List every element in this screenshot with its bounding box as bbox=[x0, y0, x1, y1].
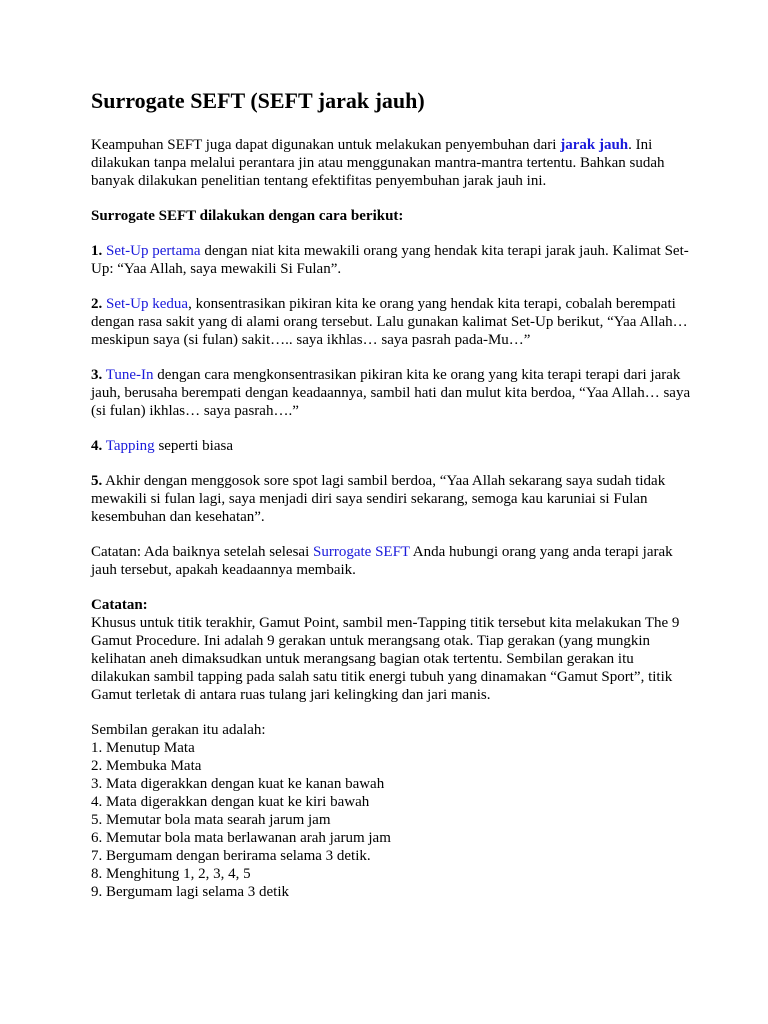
step-number: 1. bbox=[91, 243, 103, 259]
list-item: 6. Memutar bola mata berlawanan arah jarum jam bbox=[91, 830, 391, 846]
page-title: Surrogate SEFT (SEFT jarak jauh) bbox=[91, 88, 425, 113]
list-item: 5. Memutar bola mata searah jarum jam bbox=[91, 812, 331, 828]
note-text-after: Anda hubungi orang yang anda terapi jarak jauh tersebut, apakah keadaannya membaik. bbox=[91, 544, 673, 578]
step-number: 5. bbox=[91, 473, 103, 489]
list-item: 9. Bergumam lagi selama 3 detik bbox=[91, 884, 290, 900]
step-text: seperti biasa bbox=[154, 438, 233, 454]
note-text-before: Catatan: Ada baiknya setelah selesai bbox=[91, 544, 314, 560]
note-body: Khusus untuk titik terakhir, Gamut Point, sambil men-Tapping titik tersebut kita melakukan The 9 Gamut Procedure. Ini adalah 9 gerakan untuk merangsang otak. Tiap gerakan (yang mungkin kelihatan aneh dimaksudkan untuk merangsang bagian otak tertentu. Sembilan gerakan itu dilakukan sambil tapping pada salah satu titik energi tubuh yang dinamakan “Gamut Sport”, titik Gamut terletak di antara ruas tulang jari kelingking dan jari manis. bbox=[91, 615, 680, 703]
step-text: , konsentrasikan pikiran kita ke orang yang hendak kita terapi, cobalah berempati dengan rasa sakit yang di alami orang tersebut. Lalu gunakan kalimat Set-Up berikut, “Yaa Allah… meskipun saya (si fulan) sakit….. saya ikhlas… saya pasrah pada-Mu…” bbox=[91, 296, 688, 348]
gamut-note bbox=[91, 596, 691, 704]
step-number: 4. bbox=[91, 438, 103, 454]
step-text: dengan niat kita mewakili orang yang hendak kita terapi jarak jauh. Kalimat Set-Up: “Yaa Allah, saya mewakili Si Fulan”. bbox=[91, 243, 689, 277]
step-number: 2. bbox=[91, 296, 103, 312]
list-intro: Sembilan gerakan itu adalah: bbox=[91, 722, 266, 738]
method-heading: Surrogate SEFT dilakukan dengan cara berikut: bbox=[91, 208, 404, 224]
jarak-jauh-link[interactable]: jarak jauh bbox=[560, 137, 629, 153]
note-paragraph bbox=[91, 543, 691, 579]
step-5 bbox=[91, 472, 691, 526]
tune-in-link[interactable]: Tune-In bbox=[105, 367, 154, 383]
step-2 bbox=[91, 295, 691, 349]
setup-pertama-link[interactable]: Set-Up pertama bbox=[106, 243, 201, 259]
article-body bbox=[91, 88, 691, 901]
tapping-link[interactable]: Tapping bbox=[105, 438, 155, 454]
list-item: 4. Mata digerakkan dengan kuat ke kiri bawah bbox=[91, 794, 370, 810]
list-item: 2. Membuka Mata bbox=[91, 758, 202, 774]
surrogate-seft-link[interactable]: Surrogate SEFT bbox=[313, 544, 410, 560]
list-item: 3. Mata digerakkan dengan kuat ke kanan bawah bbox=[91, 776, 385, 792]
step-1 bbox=[91, 242, 691, 278]
list-item: 1. Menutup Mata bbox=[91, 740, 195, 756]
intro-text-before: Keampuhan SEFT juga dapat digunakan untuk melakukan penyembuhan dari bbox=[91, 137, 561, 153]
list-item: 7. Bergumam dengan berirama selama 3 detik. bbox=[91, 848, 371, 864]
step-text: Akhir dengan menggosok sore spot lagi sambil berdoa, “Yaa Allah sekarang saya sudah tidak mewakili si fulan lagi, saya menjadi diri saya sendiri sekarang, semoga kau karuniai si Fulan kesembuhan dan kesehatan”. bbox=[91, 473, 666, 525]
step-text: dengan cara mengkonsentrasikan pikiran kita ke orang yang kita terapi terapi dari jarak jauh, berusaha berempati dengan keadaannya, sambil hati dan mulut kita berdoa, “Yaa Allah… saya (si fulan) ikhlas… saya pasrah….” bbox=[91, 367, 691, 419]
setup-kedua-link[interactable]: Set-Up kedua bbox=[106, 296, 189, 312]
step-3 bbox=[91, 366, 691, 420]
list-item: 8. Menghitung 1, 2, 3, 4, 5 bbox=[91, 866, 251, 882]
step-number: 3. bbox=[91, 367, 103, 383]
step-4 bbox=[91, 437, 691, 455]
intro-text-after: . Ini dilakukan tanpa melalui perantara jin atau menggunakan mantra-mantra tertentu. Bahkan sudah banyak dilakukan penelitian tentang efektifitas penyembuhan jarak jauh ini. bbox=[91, 137, 665, 189]
note-heading: Catatan: bbox=[91, 597, 148, 613]
intro-paragraph bbox=[91, 136, 691, 190]
movements-list bbox=[91, 739, 691, 901]
